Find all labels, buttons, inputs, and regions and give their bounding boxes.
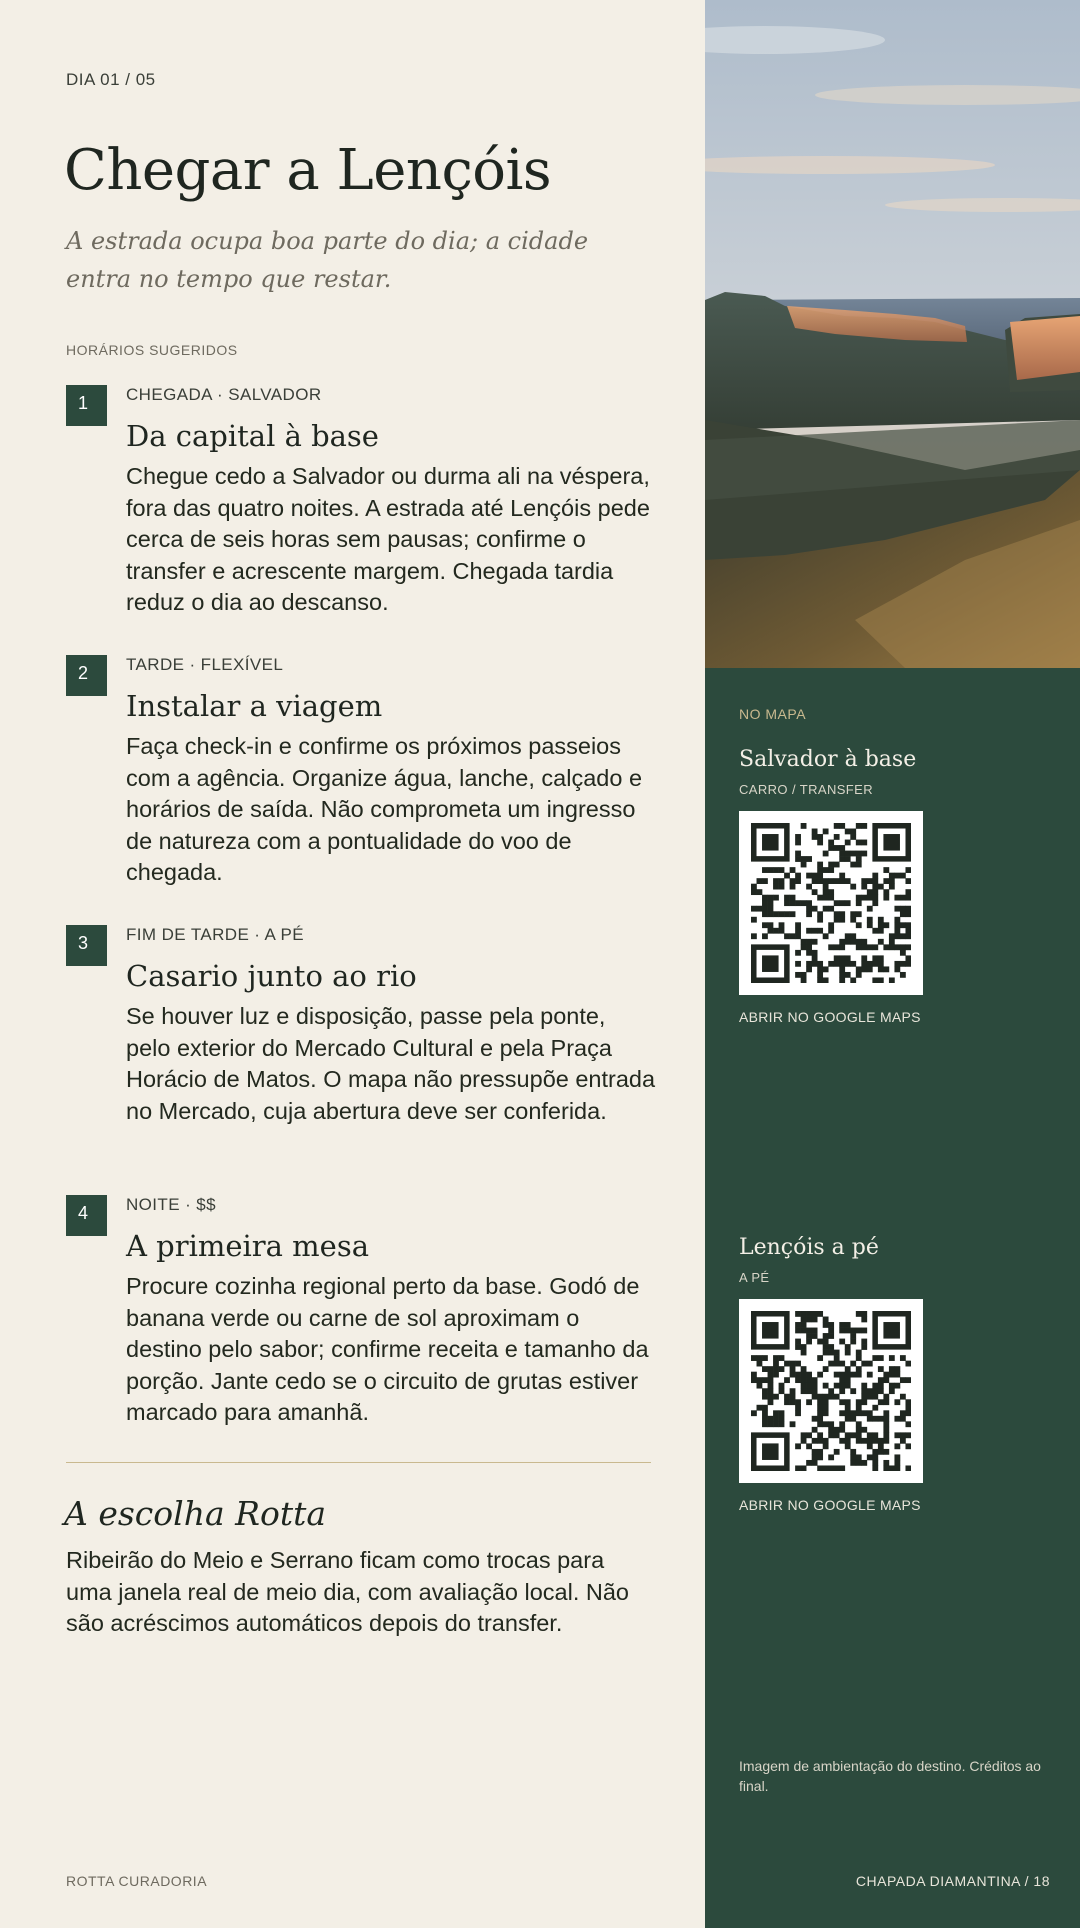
- step-title: A primeira mesa: [126, 1229, 370, 1263]
- page-subtitle: A estrada ocupa boa parte do dia; a cidade entra no tempo que restar.: [66, 227, 589, 293]
- step-number-badge: 2: [66, 655, 107, 696]
- open-google-maps-link[interactable]: ABRIR NO GOOGLE MAPS: [739, 1497, 921, 1513]
- step-text: Faça check-in e confirme os próximos passeios com a agência. Organize água, lanche, calçado e horários de saída. Não comprometa um ingresso de natureza com a pontualidade do voo de chegada.: [126, 733, 643, 885]
- step-text: Se houver luz e disposição, passe pela ponte, pelo exterior do Mercado Cultural e pela Praça Horácio de Matos. O mapa não pressupõe entrada no Mercado, cuja abertura deve ser conferida.: [126, 1003, 656, 1124]
- step-kicker: FIM DE TARDE · A PÉ: [126, 925, 304, 944]
- step-text: Chegue cedo a Salvador ou durma ali na véspera, fora das quatro noites. A estrada até Lençóis pede cerca de seis horas sem pausas; confirme o transfer e acrescente margem. Chegada tardia reduz o dia ao descanso.: [126, 463, 650, 615]
- route-title: Salvador à base: [739, 747, 917, 772]
- step-number-badge: 1: [66, 385, 107, 426]
- qr-pattern: [751, 823, 911, 983]
- route-card: [739, 746, 1049, 1025]
- route-mode: A PÉ: [739, 1270, 770, 1285]
- map-sidebar: [705, 0, 1080, 1928]
- step-content: [126, 655, 656, 889]
- step-title: Da capital à base: [126, 419, 379, 453]
- qr-pattern: [751, 1311, 911, 1471]
- map-section-label: NO MAPA: [739, 706, 807, 722]
- image-credit: Imagem de ambientação do destino. Créditos ao final.: [739, 1758, 1041, 1794]
- step-kicker: TARDE · FLEXÍVEL: [126, 655, 284, 674]
- schedule-label: HORÁRIOS SUGERIDOS: [66, 342, 238, 358]
- page-title: Chegar a Lençóis: [64, 138, 552, 203]
- step-content: [126, 1195, 656, 1429]
- choice-title: A escolha Rotta: [64, 1494, 327, 1533]
- route-mode: CARRO / TRANSFER: [739, 782, 874, 797]
- route-card: [739, 1234, 1049, 1513]
- route-title: Lençóis a pé: [739, 1235, 879, 1260]
- step-kicker: NOITE · $$: [126, 1195, 216, 1214]
- step-content: [126, 925, 656, 1127]
- qr-code-icon[interactable]: [739, 1299, 923, 1483]
- landscape-illustration: [705, 0, 1080, 668]
- step-title: Instalar a viagem: [126, 689, 383, 723]
- qr-code-icon[interactable]: [739, 811, 923, 995]
- step-kicker: CHEGADA · SALVADOR: [126, 385, 322, 404]
- step-content: [126, 385, 656, 619]
- footer-page-info: CHAPADA DIAMANTINA / 18: [855, 1873, 1050, 1889]
- step-title: Casario junto ao rio: [126, 959, 417, 993]
- step-number-badge: 4: [66, 1195, 107, 1236]
- destination-photo: [705, 0, 1080, 668]
- open-google-maps-link[interactable]: ABRIR NO GOOGLE MAPS: [739, 1009, 921, 1025]
- section-divider: [66, 1462, 651, 1463]
- step-number-badge: 3: [66, 925, 107, 966]
- footer-brand: ROTTA CURADORIA: [66, 1873, 208, 1889]
- choice-text: Ribeirão do Meio e Serrano ficam como trocas para uma janela real de meio dia, com avaliação local. Não são acréscimos automáticos depois do transfer.: [66, 1547, 630, 1636]
- day-counter: DIA 01 / 05: [66, 70, 156, 89]
- step-text: Procure cozinha regional perto da base. Godó de banana verde ou carne de sol aproximam o destino pelo sabor; confirme receita e tamanho da porção. Jante cedo se o circuito de grutas estiver marcado para amanhã.: [126, 1273, 649, 1425]
